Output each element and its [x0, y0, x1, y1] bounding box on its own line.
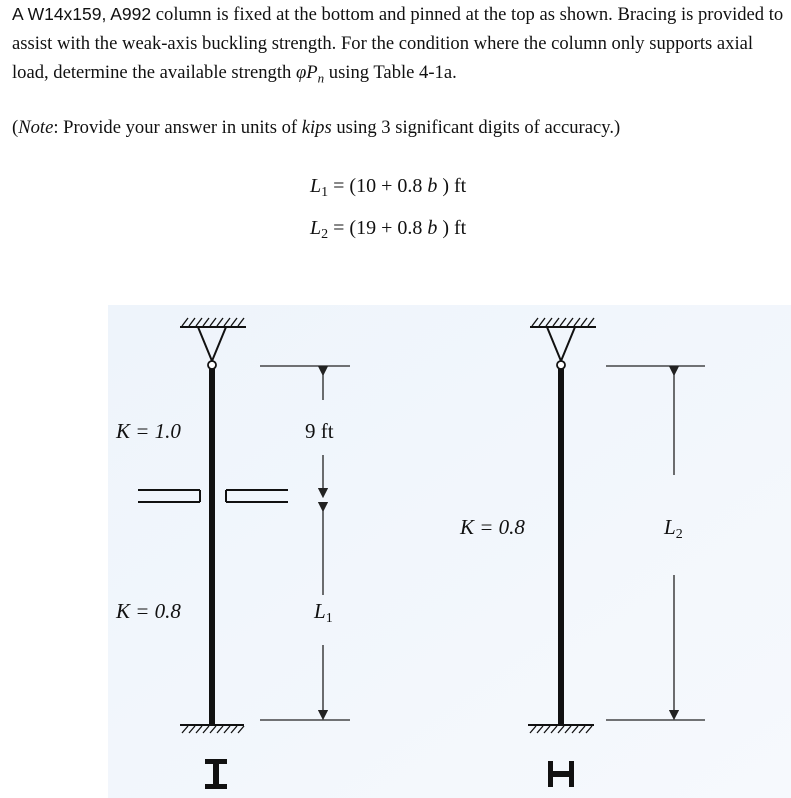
- answer-note: (Note: Provide your answer in units of kips using 3 significant digits of accuracy.): [12, 117, 621, 138]
- phi-pn-subscript: n: [317, 70, 325, 86]
- problem-text: [12, 0, 787, 93]
- column-diagram: [108, 305, 791, 798]
- kips-unit: kips: [301, 117, 332, 138]
- left-dim-upper-label: 9 ft: [305, 419, 334, 443]
- column-figure: [108, 305, 791, 798]
- problem-lead: A W14x159, A992: [12, 4, 152, 24]
- right-column-shaft: [558, 369, 564, 724]
- left-k-lower-label: K = 0.8: [116, 599, 181, 623]
- equation-l1: $L_1 = (10 + 0.8$ b ) ft: [310, 175, 467, 200]
- right-dim-label: $L_2$: [664, 515, 683, 542]
- left-k-upper-label: K = 1.0: [116, 419, 181, 443]
- problem-statement: [12, 0, 787, 93]
- equation-l2: $L_2 = (19 + 0.8$ b ) ft: [310, 217, 467, 242]
- problem-body: column is fixed at the bottom and pinned at the top as shown. Bracing is provided to assist with the weak-axis buckling strength. For the condition where the column only supports axial load, determine the available strength: [12, 4, 784, 83]
- left-dim-lower-label: $L_1$: [314, 599, 333, 626]
- problem-tail: using Table 4-1a.: [324, 62, 457, 83]
- left-column-shaft: [209, 369, 215, 724]
- phi-pn-symbol: φP: [295, 62, 318, 83]
- note-label: Note: [18, 117, 54, 138]
- right-k-label: K = 0.8: [460, 515, 525, 539]
